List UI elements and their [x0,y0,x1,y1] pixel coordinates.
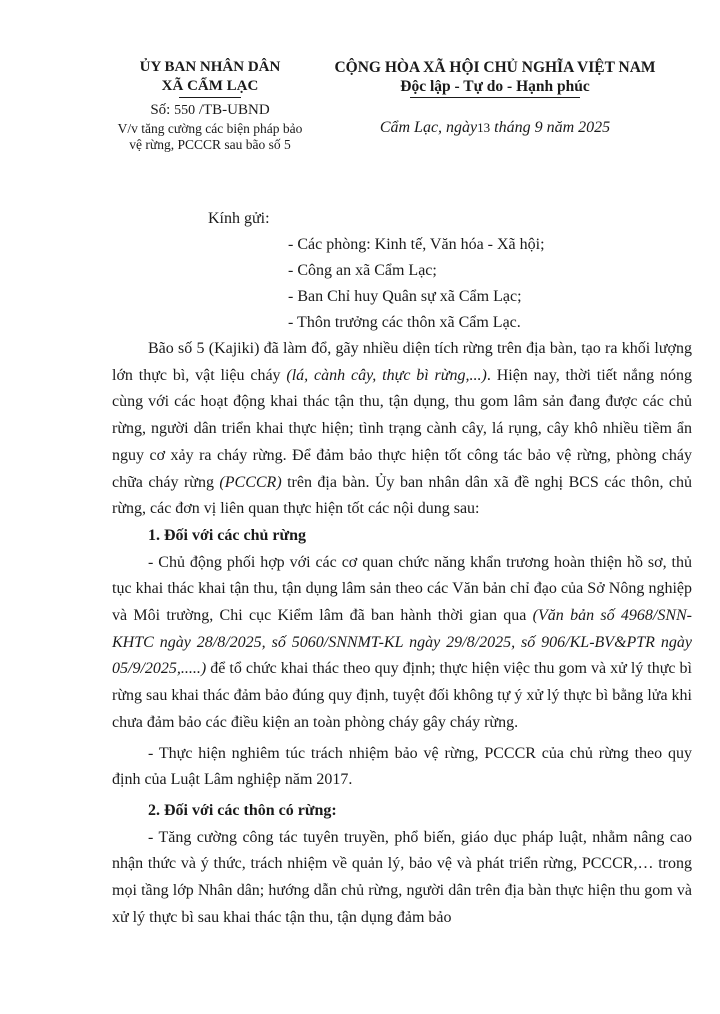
document-number-suffix: /TB-UBND [198,102,270,118]
s1-p1-text-a: - Chủ động phối hợp với các cơ quan chức năng khẩn trương hoàn thiện hồ sơ, thủ tục khai thác khai tận thu, tận dụng lâm sản theo các Văn bản chỉ đạo của Sở Nông nghiệp và Môi trường, Chi cục Kiểm lâm đã ban hành thời gian qua [112,553,692,625]
s1-p1-italic: (Văn bản số 4968/SNN-KHTC ngày 28/8/2025, số 5060/SNNMT-KL ngày 29/8/2025, số 906/KL-BV&PTR ngày 05/9/2025,.....) [112,607,692,678]
date-suffix: tháng 9 năm 2025 [494,119,611,136]
nation-title: CỘNG HÒA XÃ HỘI CHỦ NGHĨA VIỆT NAM [334,59,656,76]
recipient-item: - Các phòng: Kinh tế, Văn hóa - Xã hội; [288,236,545,253]
recipients-block [208,206,545,336]
intro-italic-1: (lá, cành cây, thực bì rừng,...) [286,366,487,384]
section-1-paragraph-1 [112,550,692,737]
recipients-list [208,232,545,336]
issuer-block [105,58,315,153]
document-number-prefix: Số: [150,102,171,118]
date-prefix: Cẩm Lạc, ngày [379,119,478,136]
document-number [105,100,315,121]
intro-text-2: . Hiện nay, thời tiết nắng nóng cùng với các hoạt động khai thác tận thu, tận dụng, thu gom lâm sản đang được các chủ rừng, người dân triển khai thực hiện; tình trạng cành cây, lá rụng, cây khô nhiều tiềm ẩn nguy cơ xảy ra cháy rừng. Để đảm bảo thực hiện tốt công tác bảo vệ rừng, phòng cháy chữa cháy rừng [112,366,692,491]
subject-line1: V/v tăng cường các biện pháp bảo [117,121,303,136]
motto-divider [410,97,580,98]
section-1-heading: 1. Đối với các chủ rừng [148,526,307,544]
section-2-paragraph-1: - Tăng cường công tác tuyên truyền, phổ biến, giáo dục pháp luật, nhằm nâng cao nhận thức và ý thức, trách nhiệm về quản lý, bảo vệ và phát triển rừng, PCCCR,… trong mọi tầng lớp Nhân dân; hướng dẫn chủ rừng, người dân trên địa bàn thực hiện thu gom và xử lý thực bì sau khai thác tận thu, tận dụng đảm bảo [112,828,692,926]
issuer-divider [179,97,241,98]
intro-italic-2: (PCCCR) [219,473,282,491]
national-motto: Độc lập - Tự do - Hạnh phúc [400,78,590,95]
issuer-org-line1: ỦY BAN NHÂN DÂN [139,59,281,75]
national-header [325,58,665,137]
recipients-greeting: Kính gửi: [208,210,270,227]
intro-text-1: Bão số 5 (Kajiki) đã làm đổ, gãy nhiều diện tích rừng trên địa bàn, tạo ra khối lượng lớn thực bì, vật liệu cháy [112,340,692,384]
document-number-value: 550 [174,103,196,118]
intro-paragraph [112,336,692,523]
recipient-item: - Công an xã Cẩm Lạc; [288,262,437,279]
recipient-item: - Thôn trưởng các thôn xã Cẩm Lạc. [288,314,521,331]
issue-date [325,118,665,137]
document-body [112,336,692,931]
date-day: 13 [477,120,491,135]
recipient-item: - Ban Chỉ huy Quân sự xã Cẩm Lạc; [288,288,522,305]
section-2-heading: 2. Đối với các thôn có rừng: [148,801,337,819]
s1-p1-text-b: để tổ chức khai thác theo quy định; thực hiện việc thu gom và xử lý thực bì rừng sau khai thác đảm bảo đúng quy định, tuyệt đối không tự ý xử lý thực bì bằng lửa khi chưa đảm bảo các điều kiện an toàn phòng cháy gây cháy rừng. [112,660,692,731]
subject-line2: vệ rừng, PCCCR sau bão số 5 [129,137,291,152]
section-1-paragraph-2: - Thực hiện nghiêm túc trách nhiệm bảo vệ rừng, PCCCR của chủ rừng theo quy định của Luật Lâm nghiệp năm 2017. [112,744,692,789]
intro-text-3: trên địa bàn. Ủy ban nhân dân xã đề nghị BCS các thôn, chủ rừng, các đơn vị liên quan thực hiện tốt các nội dung sau: [112,473,693,518]
issuer-org-line2: XÃ CẨM LẠC [161,78,259,94]
